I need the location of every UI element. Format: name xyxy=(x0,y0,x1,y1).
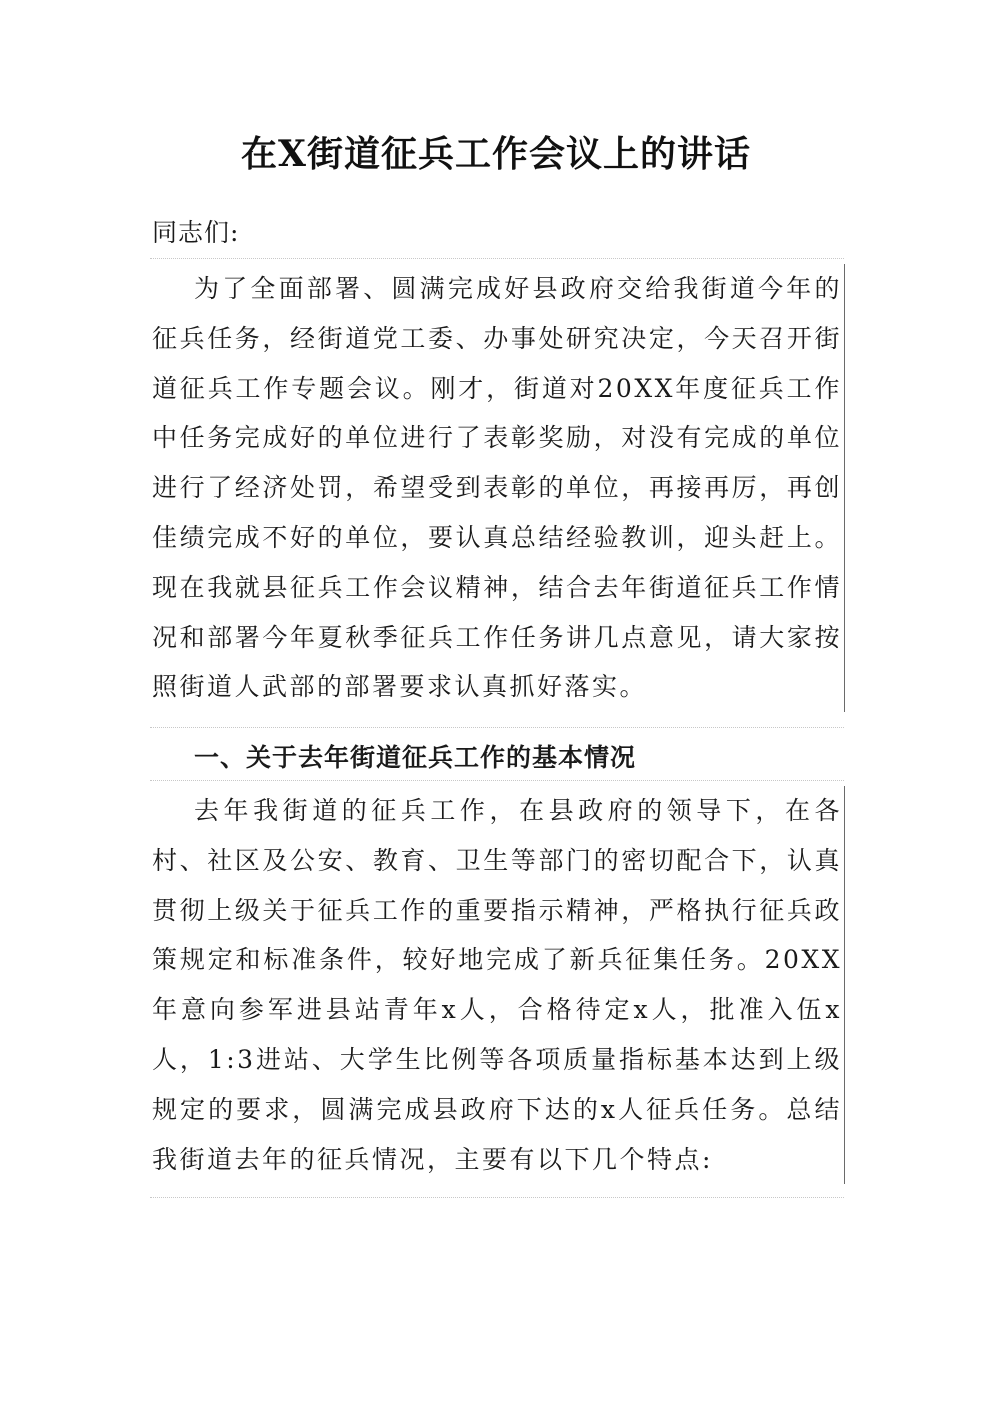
divider xyxy=(150,780,844,781)
section-heading: 一、关于去年街道征兵工作的基本情况 xyxy=(194,743,637,772)
paragraph: 去年我街道的征兵工作，在县政府的领导下，在各村、社区及公安、教育、卫生等部门的密切配合下，认真贯彻上级关于征兵工作的重要指示精神，严格执行征兵政策规定和标准条件，较好地完成了新兵征集任务。20XX年意向参军进县站青年x人，合格待定x人，批准入伍x人，1:3进站、大学生比例等各项质量指标基本达到上级规定的要求，圆满完成县政府下达的x人征兵任务。总结我街道去年的征兵情况，主要有以下几个特点: xyxy=(152,786,845,1184)
divider xyxy=(150,727,844,728)
salutation: 同志们: xyxy=(152,218,240,247)
divider xyxy=(150,1197,844,1198)
document-title: 在X街道征兵工作会议上的讲话 xyxy=(241,133,751,175)
divider xyxy=(150,258,844,259)
paragraph: 为了全面部署、圆满完成好县政府交给我街道今年的征兵任务，经街道党工委、办事处研究决定，今天召开街道征兵工作专题会议。刚才，街道对20XX年度征兵工作中任务完成好的单位进行了表彰奖励，对没有完成的单位进行了经济处罚，希望受到表彰的单位，再接再厉，再创佳绩完成不好的单位，要认真总结经验教训，迎头赶上。现在我就县征兵工作会议精神，结合去年街道征兵工作情况和部署今年夏秋季征兵工作任务讲几点意见，请大家按照街道人武部的部署要求认真抓好落实。 xyxy=(152,264,845,712)
